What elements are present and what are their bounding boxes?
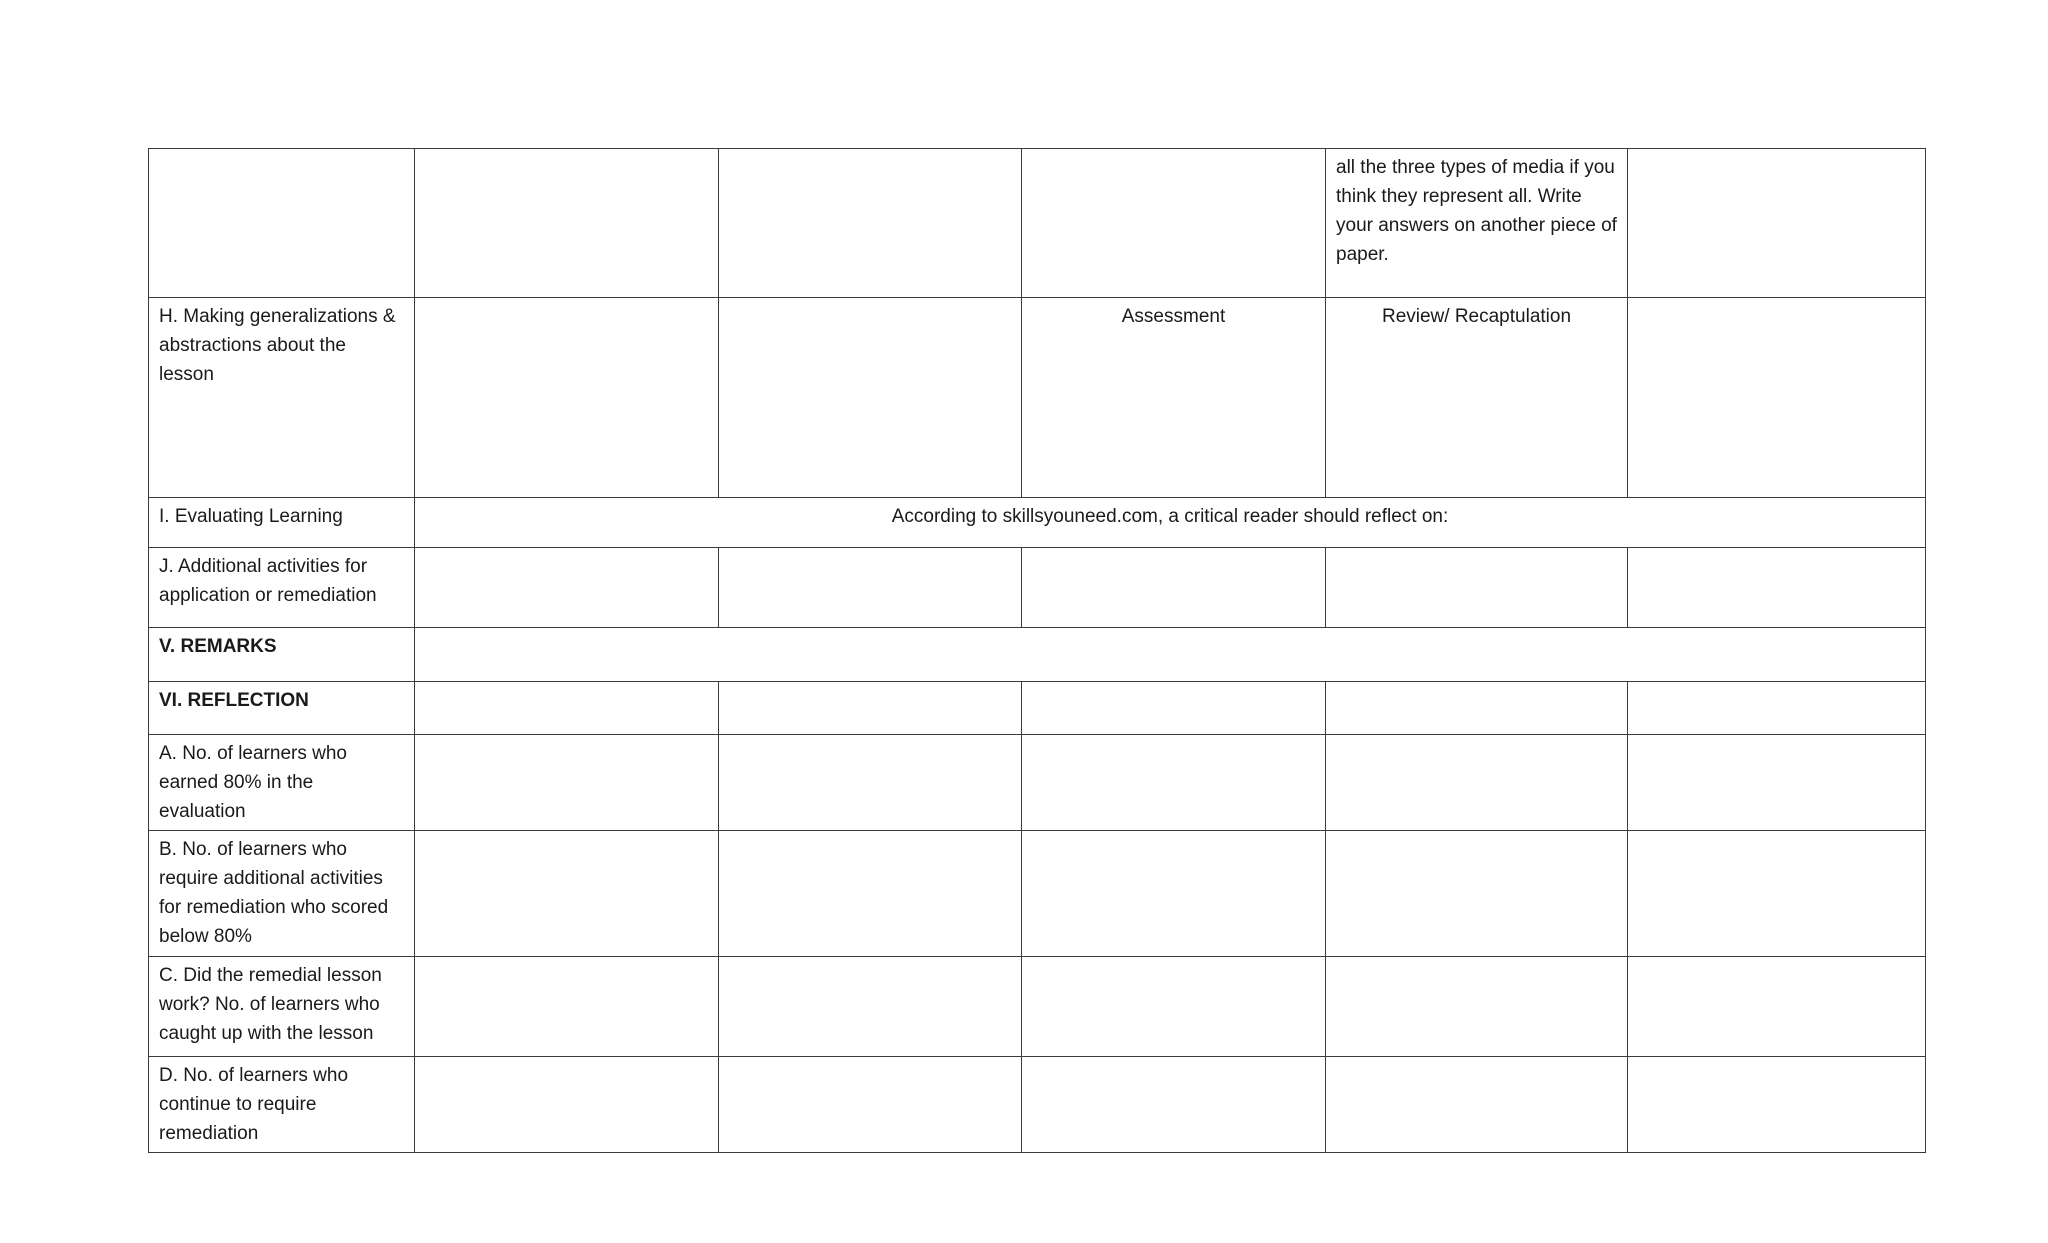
table-cell: [1628, 298, 1926, 498]
critical-reader-cell: According to skillsyouneed.com, a critical reader should reflect on:: [415, 498, 1926, 548]
table-cell: [415, 682, 719, 735]
section-heading-reflection: VI. REFLECTION: [149, 682, 415, 735]
row-label-generalizations: H. Making generalizations & abstractions about the lesson: [149, 298, 415, 498]
table-cell: [1326, 957, 1628, 1057]
table-row-reflection-b: [149, 831, 1926, 957]
reflection-label-d: D. No. of learners who continue to require remediation: [149, 1057, 415, 1153]
table-row-reflection-d: [149, 1057, 1926, 1153]
table-row-remarks: [149, 628, 1926, 682]
review-recaptulation-cell: Review/ Recaptulation: [1326, 298, 1628, 498]
table-cell: [1628, 548, 1926, 628]
table-cell: [719, 548, 1022, 628]
table-cell: [1326, 548, 1628, 628]
row-label-evaluating-learning: I. Evaluating Learning: [149, 498, 415, 548]
table-cell: [719, 735, 1022, 831]
table-cell: [1326, 682, 1628, 735]
table-cell: [415, 735, 719, 831]
table-cell: [1022, 548, 1326, 628]
table-cell: [1326, 831, 1628, 957]
table-cell: [1628, 831, 1926, 957]
table-row-additional-activities: [149, 548, 1926, 628]
table-cell: [1628, 1057, 1926, 1153]
table-row-reflection: [149, 682, 1926, 735]
table-cell: [1326, 735, 1628, 831]
reflection-label-c: C. Did the remedial lesson work? No. of learners who caught up with the lesson: [149, 957, 415, 1057]
reflection-label-b: B. No. of learners who require additional activities for remediation who scored below 80%: [149, 831, 415, 957]
table-row-reflection-c: [149, 957, 1926, 1057]
table-cell: [1628, 957, 1926, 1057]
table-cell: [149, 149, 415, 298]
table-cell: [1022, 149, 1326, 298]
table-cell: [719, 682, 1022, 735]
table-cell: [1022, 831, 1326, 957]
table-row-reflection-a: [149, 735, 1926, 831]
table-cell: [415, 149, 719, 298]
section-heading-remarks: V. REMARKS: [149, 628, 415, 682]
table-cell: [719, 149, 1022, 298]
table-cell: [719, 1057, 1022, 1153]
table-cell: [415, 957, 719, 1057]
media-instruction-text: all the three types of media if you think they represent all. Write your answers on another piece of paper.: [1326, 149, 1628, 298]
table-cell: [1628, 149, 1926, 298]
table-cell: [1022, 957, 1326, 1057]
table-row-evaluating-learning: [149, 498, 1926, 548]
remarks-cell: [415, 628, 1926, 682]
table-cell: [719, 298, 1022, 498]
table-row-generalizations: [149, 298, 1926, 498]
table-cell: [415, 1057, 719, 1153]
table-cell: [1022, 735, 1326, 831]
table-cell: [415, 831, 719, 957]
row-label-additional-activities: J. Additional activities for application or remediation: [149, 548, 415, 628]
table-cell: [1022, 682, 1326, 735]
lesson-plan-table: [148, 148, 1926, 1153]
table-row-media-continuation: [149, 149, 1926, 298]
table-cell: [719, 831, 1022, 957]
assessment-cell: Assessment: [1022, 298, 1326, 498]
table-cell: [1628, 682, 1926, 735]
reflection-label-a: A. No. of learners who earned 80% in the evaluation: [149, 735, 415, 831]
table-cell: [1628, 735, 1926, 831]
table-cell: [415, 548, 719, 628]
table-cell: [1326, 1057, 1628, 1153]
table-cell: [415, 298, 719, 498]
table-cell: [1022, 1057, 1326, 1153]
table-cell: [719, 957, 1022, 1057]
